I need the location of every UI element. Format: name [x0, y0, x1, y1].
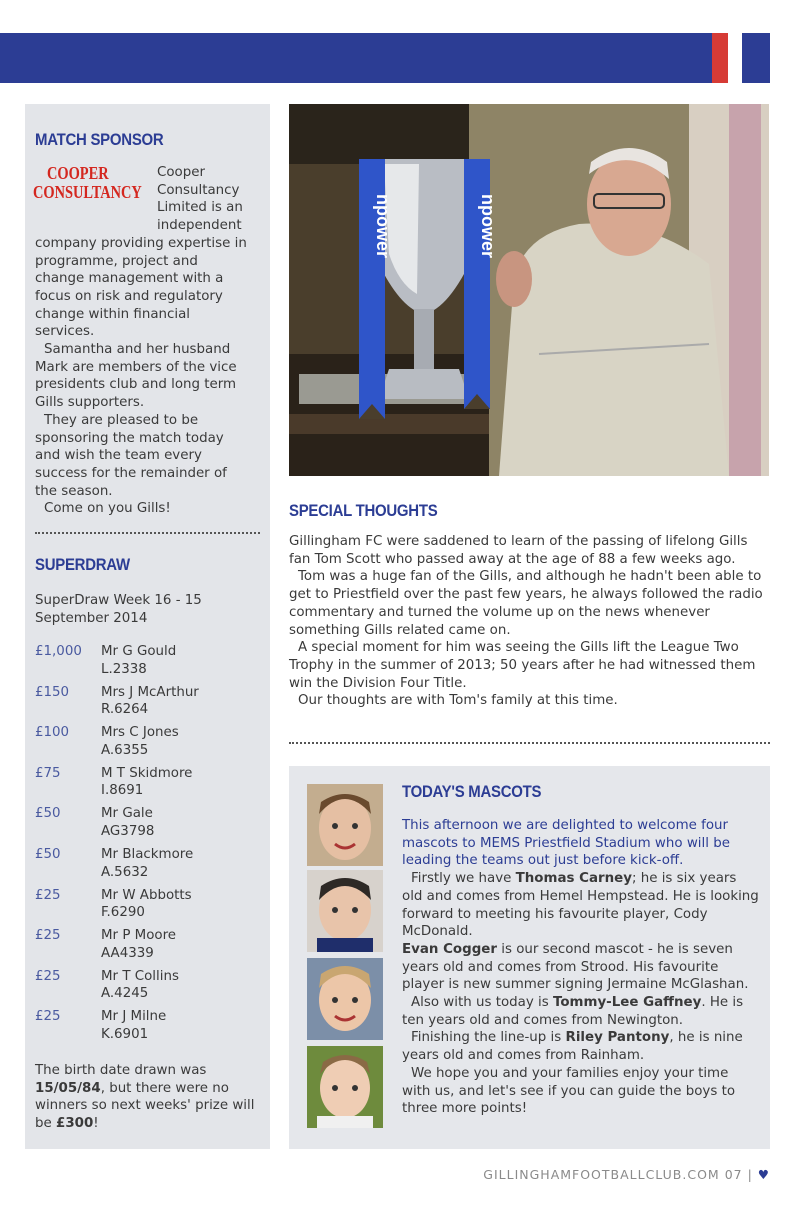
winner-details — [101, 927, 176, 968]
superdraw-row — [35, 765, 255, 806]
winner-name: Mr T Collins — [101, 968, 179, 984]
winner-name: Mrs J McArthur — [101, 684, 199, 700]
sponsor-text — [35, 164, 250, 518]
superdraw-row — [35, 968, 255, 1009]
winner-name: Mr Blackmore — [101, 846, 194, 862]
winner-details — [101, 805, 154, 846]
winner-ref: A.4245 — [101, 986, 149, 1002]
winner-details — [101, 724, 179, 765]
match-sponsor-heading: MATCH SPONSOR — [35, 130, 164, 149]
winner-details — [101, 643, 176, 684]
superdraw-row — [35, 1008, 255, 1049]
superdraw-row — [35, 805, 255, 846]
winner-ref: F.6290 — [101, 905, 145, 921]
sponsor-para4: Come on you Gills! — [44, 501, 171, 517]
superdraw-row — [35, 643, 255, 684]
thoughts-intro: Gillingham FC were saddened to learn of the passing of lifelong Gills fan Tom Scott who passed away at the age of 88 a few weeks ago. — [289, 534, 748, 567]
superdraw-winners-list — [35, 643, 255, 1049]
winner-ref: R.6264 — [101, 702, 149, 718]
page-footer — [483, 1167, 770, 1182]
prize-amount: £25 — [35, 968, 61, 984]
mascots-para1: Firstly we have Thomas Carney; he is six years old and comes from Hemel Hempstead. He is looking forward to meeting his favourite player, Cody McDonald. — [402, 871, 759, 940]
prize-amount: £150 — [35, 684, 70, 700]
winner-name: Mr P Moore — [101, 928, 177, 944]
winner-ref: AA4339 — [101, 945, 154, 961]
mascot-photo — [307, 870, 383, 952]
winner-name: Mr J Milne — [101, 1009, 167, 1025]
superdraw-heading: SUPERDRAW — [35, 555, 130, 574]
winner-name: Mr G Gould — [101, 644, 177, 659]
cooper-consultancy-logo: COOPER CONSULTANCY — [33, 163, 142, 202]
mascots-para5: We hope you and your families enjoy your time with us, and let's see if you can guide the boys to three more points! — [402, 1065, 736, 1117]
sponsor-para3: They are pleased to be sponsoring the match today and wish the team every success for the remainder of the season. — [35, 412, 227, 499]
sponsor-intro: Cooper Consultancy Limited is an independent company providing expertise in programme, project and change management with a focus on risk and regulatory change within financial services. — [35, 165, 247, 340]
prize-amount: £1,000 — [35, 644, 82, 659]
thoughts-para3: A special moment for him was seeing the Gills lift the League Two Trophy in the summer of 2013; 50 years after he had witnessed them win the Division Four Title. — [289, 640, 756, 691]
winner-name: Mrs C Jones — [101, 725, 179, 741]
winner-ref: A.6355 — [101, 742, 149, 758]
superdraw-footer: The birth date drawn was 15/05/84, but there were no winners so next weeks' prize will be £300! — [35, 1063, 255, 1132]
superdraw-row — [35, 684, 255, 725]
page-number: 07 — [724, 1167, 743, 1182]
winner-details — [101, 1008, 166, 1049]
prize-amount: £25 — [35, 928, 61, 944]
winner-name: M T Skidmore — [101, 765, 193, 781]
mascots-para2: Evan Cogger is our second mascot - he is seven years old and comes from Strood. His favourite player is new summer signing Jermaine McGlashan. — [402, 941, 749, 993]
winner-ref: I.8691 — [101, 783, 144, 799]
winner-ref: K.6901 — [101, 1027, 149, 1043]
ribbon-left-text: npower — [373, 194, 393, 259]
superdraw-row — [35, 846, 255, 887]
club-crest-icon: ♥ — [757, 1167, 770, 1182]
winner-name: Mr Gale — [101, 806, 153, 822]
winner-details — [101, 684, 199, 725]
mascot-photo — [307, 784, 383, 866]
winner-ref: AG3798 — [101, 824, 155, 840]
winner-details — [101, 765, 192, 806]
divider — [289, 742, 770, 744]
mascots-para4: Finishing the line-up is Riley Pantony, he is nine years old and comes from Rainham. — [402, 1030, 743, 1064]
winner-name: Mr W Abbotts — [101, 887, 192, 903]
special-thoughts-text — [289, 533, 771, 710]
site-url: GILLINGHAMFOOTBALLCLUB.COM — [483, 1167, 720, 1182]
mascots-para3: Also with us today is Tommy-Lee Gaffney. He is ten years old and comes from Newington. — [402, 995, 744, 1028]
sponsor-para2: Samantha and her husband Mark are members of the vice presidents club and long term Gills supporters. — [35, 342, 237, 411]
mascot-photo — [307, 958, 383, 1040]
winner-ref: L.2338 — [101, 661, 147, 677]
header-red-stripe — [712, 33, 728, 83]
mascot-photo — [307, 1046, 383, 1128]
prize-amount: £50 — [35, 846, 61, 862]
winner-details — [101, 968, 179, 1009]
prize-amount: £25 — [35, 1009, 61, 1025]
footer-divider: | — [747, 1167, 753, 1182]
superdraw-subtitle: SuperDraw Week 16 - 15 September 2014 — [35, 593, 202, 626]
trophy-photo-illustration — [289, 104, 769, 476]
ribbon-right-text: npower — [478, 194, 498, 259]
thoughts-para2: Tom was a huge fan of the Gills, and although he hadn't been able to get to Priestfield over the past few years, he always followed the radio commentary and turned the volume up on the news whenever something Gills related came on. — [289, 569, 763, 638]
thoughts-para4: Our thoughts are with Tom's family at this time. — [298, 693, 618, 709]
todays-mascots-heading: TODAY'S MASCOTS — [402, 782, 542, 801]
winner-ref: A.5632 — [101, 864, 149, 880]
prize-amount: £75 — [35, 765, 61, 781]
mascots-intro: This afternoon we are delighted to welcome four mascots to MEMS Priestfield Stadium who will be leading the teams out just before kick-off. — [402, 818, 730, 869]
mascots-text — [402, 817, 760, 1118]
winner-details — [101, 887, 192, 928]
superdraw-row — [35, 927, 255, 968]
divider — [35, 532, 260, 534]
trophy-photo — [289, 104, 769, 476]
superdraw-row — [35, 724, 255, 765]
prize-amount: £100 — [35, 725, 70, 741]
winner-details — [101, 846, 193, 887]
special-thoughts-heading: SPECIAL THOUGHTS — [289, 501, 438, 520]
header-blue-stripe — [742, 33, 770, 83]
prize-amount: £50 — [35, 806, 61, 822]
superdraw-row — [35, 887, 255, 928]
prize-amount: £25 — [35, 887, 61, 903]
header-bar — [0, 33, 712, 83]
